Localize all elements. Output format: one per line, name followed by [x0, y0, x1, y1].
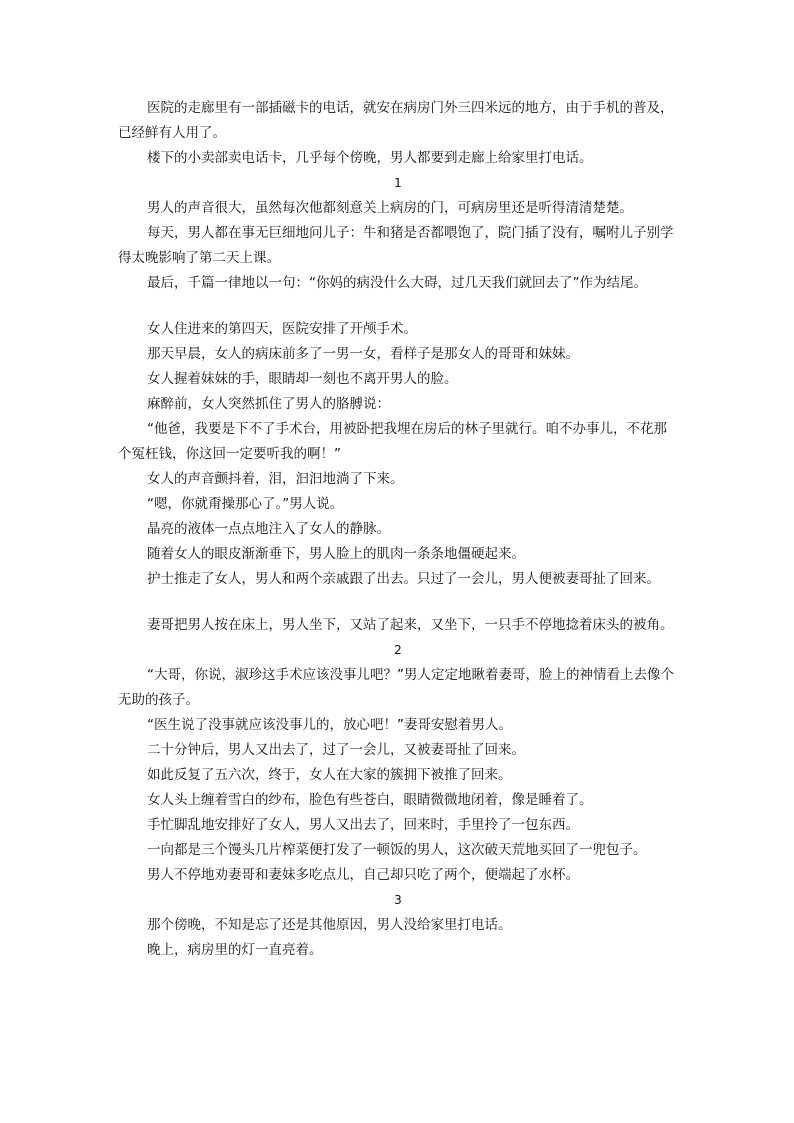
- section-number: 2: [394, 643, 402, 657]
- paragraph: 那天早晨，女人的病床前多了一男一女，看样子是那女人的哥哥和妹妹。: [147, 346, 579, 362]
- paragraph: 那个傍晚，不知是忘了还是其他原因，男人没给家里打电话。: [147, 917, 512, 933]
- paragraph: 一向都是三个馒头几片榨菜便打发了一顿饭的男人，这次破天荒地买回了一兜包子。: [147, 842, 647, 858]
- section-number: 3: [394, 893, 402, 907]
- paragraph: 女人的声音颤抖着，泪，汩汩地淌了下来。: [147, 471, 404, 487]
- paragraph: 手忙脚乱地安排好了女人，男人又出去了，回来时，手里拎了一包东西。: [147, 817, 579, 833]
- story-body: [118, 96, 678, 963]
- paragraph: 女人住进来的第四天，医院安排了开颅手术。: [147, 321, 417, 337]
- paragraph: “大哥，你说，淑珍这手术应该没事儿吧？”男人定定地瞅着妻哥，脸上的神情看上去像个无助的孩子。: [118, 667, 674, 708]
- section-number: 1: [394, 176, 402, 190]
- paragraph: 最后，千篇一律地以一句：“你妈的病没什么大碍，过几天我们就回去了”作为结尾。: [147, 275, 647, 291]
- paragraph: 男人不停地劝妻哥和妻妹多吃点儿，自己却只吃了两个，便端起了水杯。: [147, 867, 579, 883]
- paragraph: “嗯，你就甭操那心了。”男人说。: [147, 496, 344, 512]
- blank-line: [118, 592, 678, 613]
- paragraph: “他爸，我要是下不了手术台，用被卧把我埋在房后的林子里就行。咱不办事儿，不花那个冤枉钱，你这回一定要听我的啊！”: [118, 421, 667, 462]
- paragraph: 每天，男人都在事无巨细地问儿子：牛和猪是否都喂饱了，院门插了没有，嘱咐儿子别学得太晚影响了第二天上课。: [118, 225, 674, 266]
- paragraph: 女人头上缠着雪白的纱布，脸色有些苍白，眼睛微微地闭着，像是睡着了。: [147, 792, 593, 808]
- paragraph: 男人的声音很大，虽然每次他都刻意关上病房的门，可病房里还是听得清清楚楚。: [147, 200, 633, 216]
- paragraph: 晶亮的液体一点点地注入了女人的静脉。: [147, 521, 390, 537]
- paragraph: 楼下的小卖部卖电话卡，几乎每个傍晚，男人都要到走廊上给家里打电话。: [147, 150, 593, 166]
- paragraph: 随着女人的眼皮渐渐垂下，男人脸上的肌肉一条条地僵硬起来。: [147, 546, 525, 562]
- blank-line: [118, 296, 678, 317]
- paragraph: 妻哥把男人按在床上，男人坐下，又站了起来，又坐下，一只手不停地捻着床头的被角。: [147, 617, 674, 633]
- paragraph: 晚上，病房里的灯一直亮着。: [147, 942, 323, 958]
- paragraph: 医院的走廊里有一部插磁卡的电话，就安在病房门外三四米远的地方，由于手机的普及，已经鲜有人用了。: [118, 100, 674, 141]
- paragraph: 麻醉前，女人突然抓住了男人的胳膊说：: [147, 396, 390, 412]
- paragraph: 如此反复了五六次，终于，女人在大家的簇拥下被推了回来。: [147, 767, 512, 783]
- paragraph: 女人握着妹妹的手，眼睛却一刻也不离开男人的脸。: [147, 371, 458, 387]
- paragraph: 护士推走了女人，男人和两个亲戚跟了出去。只过了一会儿，男人便被妻哥扯了回来。: [147, 571, 660, 587]
- paragraph: 二十分钟后，男人又出去了，过了一会儿，又被妻哥扯了回来。: [147, 742, 525, 758]
- paragraph: “医生说了没事就应该没事儿的，放心吧！”妻哥安慰着男人。: [147, 717, 512, 733]
